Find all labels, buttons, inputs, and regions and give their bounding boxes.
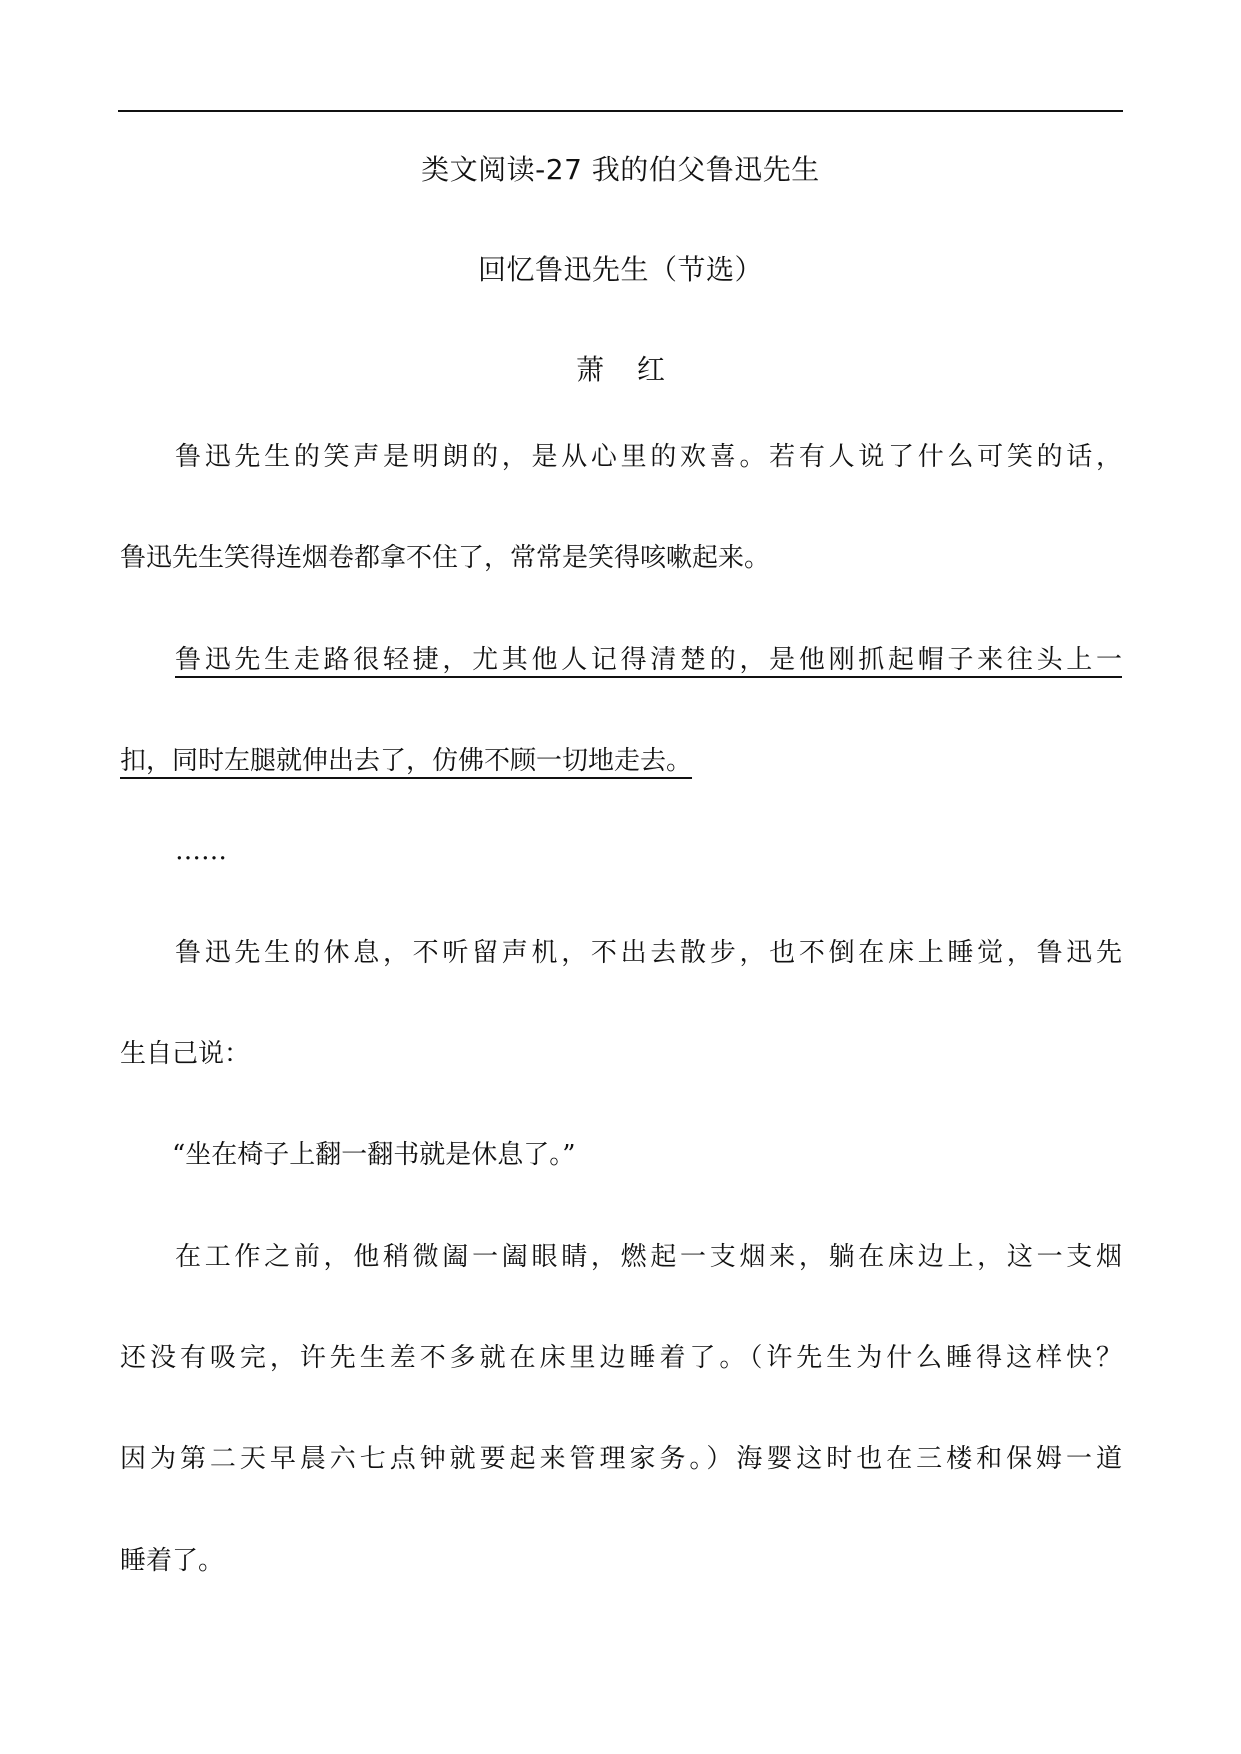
quotation-line: “坐在椅子上翻一翻书就是休息了。” bbox=[172, 1140, 576, 1170]
paragraph-line: 生自己说： bbox=[120, 1039, 251, 1069]
paragraph-line: 鲁迅先生的休息，不听留声机，不出去散步，也不倒在床上睡觉，鲁迅先 bbox=[175, 938, 1122, 968]
underlined-line: 鲁迅先生走路很轻捷，尤其他人记得清楚的，是他刚抓起帽子来往头上一 bbox=[175, 645, 1122, 675]
underlined-line: 扣，同时左腿就伸出去了，仿佛不顾一切地走去。 bbox=[120, 746, 693, 776]
paragraph-line: 因为第二天早晨六七点钟就要起来管理家务。）海婴这时也在三楼和保姆一道 bbox=[120, 1444, 1122, 1474]
paragraph-line: 鲁迅先生的笑声是明朗的，是从心里的欢喜。若有人说了什么可笑的话， bbox=[175, 442, 1122, 472]
paragraph-line: 还没有吸完，许先生差不多就在床里边睡着了。（许先生为什么睡得这样快？ bbox=[120, 1343, 1122, 1373]
article-author: 萧 红 bbox=[576, 353, 677, 386]
article-title: 回忆鲁迅先生（节选） bbox=[477, 253, 763, 286]
paragraph-line: 睡着了。 bbox=[120, 1546, 225, 1576]
ellipsis-line: …… bbox=[175, 836, 227, 866]
header-rule bbox=[118, 110, 1123, 112]
paragraph-line: 在工作之前，他稍微阖一阖眼睛，燃起一支烟来，躺在床边上，这一支烟 bbox=[175, 1242, 1122, 1272]
paragraph-line: 鲁迅先生笑得连烟卷都拿不住了，常常是笑得咳嗽起来。 bbox=[120, 543, 771, 573]
document-title: 类文阅读-27 我的伯父鲁迅先生 bbox=[421, 153, 820, 186]
